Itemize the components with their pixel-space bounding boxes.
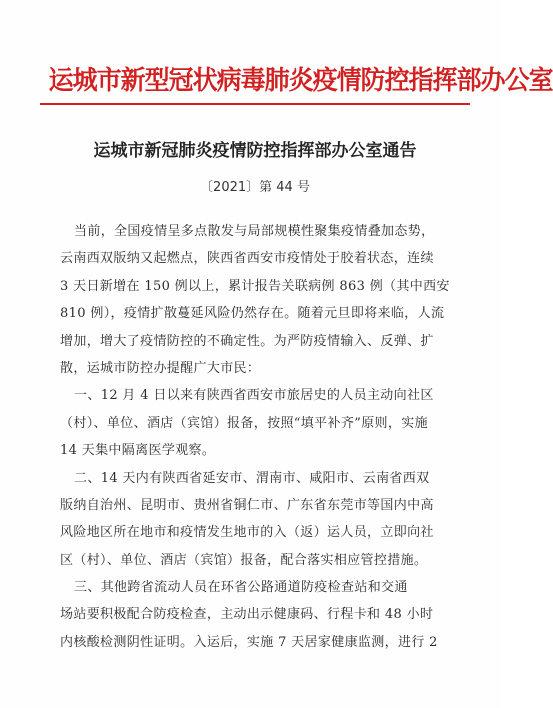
- body-line: 3 天日新增在 150 例以上，累计报告关联病例 863 例（其中西安: [60, 278, 450, 294]
- document-number: 〔2021〕第 44 号: [200, 180, 310, 195]
- body-line: 二、14 天内有陕西省延安市、渭南市、咸阳市、云南省西双: [74, 470, 430, 486]
- body-line: 三、其他跨省流动人员在环省公路通道防疫检查站和交通: [74, 580, 408, 596]
- letterhead-red-rule: [40, 103, 470, 105]
- body-line: 散，运城市防控办提醒广大市民：: [60, 360, 261, 376]
- body-line: 一、12 月 4 日以来有陕西省西安市旅居史的人员主动向社区: [74, 388, 434, 404]
- body-line: 风险地区所在地市和疫情发生地市的入（返）运人员，立即向社: [60, 525, 434, 541]
- body-line: 增加，增大了疫情防控的不确定性。为严防疫情输入、反弹、扩: [60, 333, 434, 349]
- notice-title: 运城市新冠肺炎疫情防控指挥部办公室通告: [93, 141, 417, 161]
- notice-body: [60, 218, 454, 656]
- body-line: 当前，全国疫情呈多点散发与局部规模性聚集疫情叠加态势，: [74, 224, 435, 239]
- body-line: （村）、单位、酒店（宾馆）报备，按照“填平补齐”原则，实施: [60, 415, 428, 431]
- body-line: 810 例），疫情扩散蔓延风险仍然存在。随着元旦即将来临，人流: [60, 306, 445, 322]
- body-line: 场站要积极配合防疫检查，主动出示健康码、行程卡和 48 小时: [60, 607, 434, 623]
- body-line: 云南西双版纳又起燃点，陕西省西安市疫情处于胶着状态，连续: [60, 251, 434, 267]
- letterhead-title: 运城市新型冠状病毒肺炎疫情防控指挥部办公室: [48, 66, 553, 96]
- body-line: 14 天集中隔离医学观察。: [60, 443, 216, 459]
- body-line: 版纳自治州、昆明市、贵州省铜仁市、广东省东莞市等国内中高: [60, 497, 434, 513]
- body-line: 区（村）、单位、酒店（宾馆）报备，配合落实相应管控措施。: [60, 552, 428, 568]
- body-line: 内核酸检测阴性证明。入运后，实施 7 天居家健康监测，进行 2: [60, 634, 438, 650]
